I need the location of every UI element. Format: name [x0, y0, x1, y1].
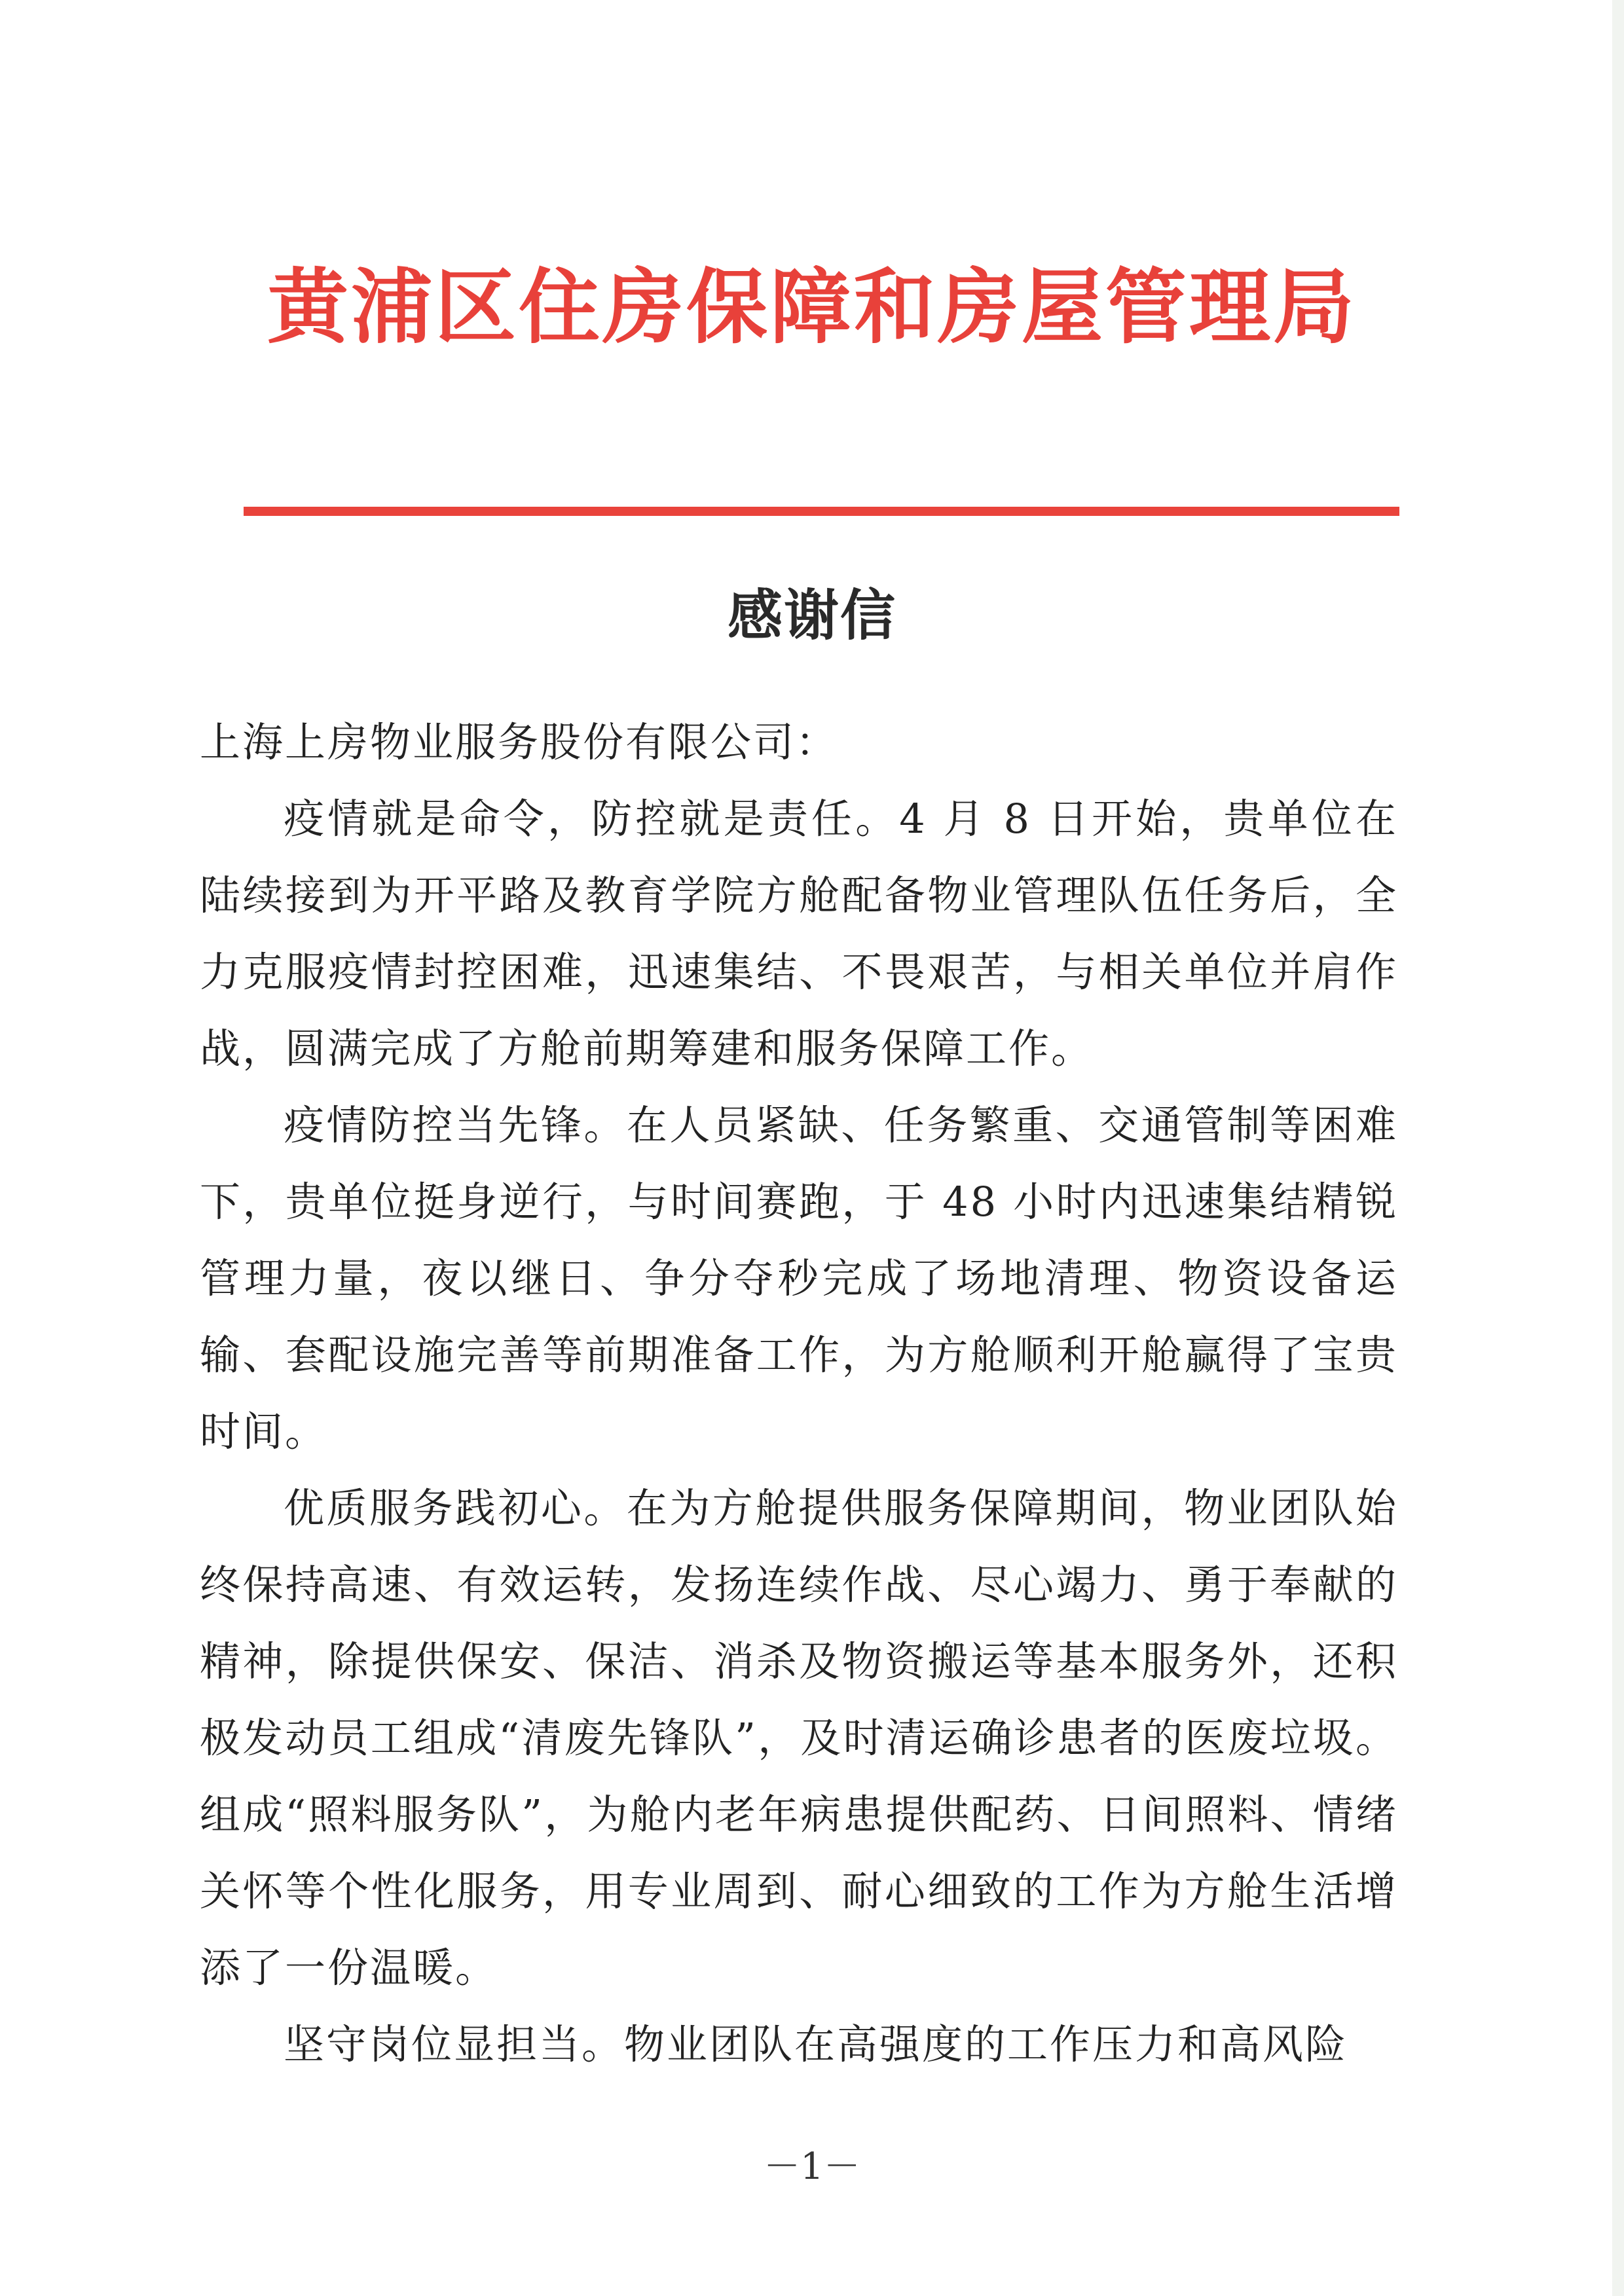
letter-body: [200, 704, 1398, 2083]
scan-edge: [1612, 0, 1624, 2296]
document-title: 感谢信: [727, 583, 896, 647]
page-number: －1－: [764, 2145, 860, 2188]
salutation: 上海上房物业服务股份有限公司：: [200, 718, 839, 766]
paragraph-3: 优质服务践初心。在为方舱提供服务保障期间，物业团队始终保持高速、有效运转，发扬连续作战、尽心竭力、勇于奉献的精神，除提供保安、保洁、消杀及物资搬运等基本服务外，还积极发动员工组成“清废先锋队”，及时清运确诊患者的医废垃圾。组成“照料服务队”，为舱内老年病患提供配药、日间照料、情绪关怀等个性化服务，用专业周到、耐心细致的工作为方舱生活增添了一份温暖。: [200, 1484, 1398, 1992]
paragraph-2: 疫情防控当先锋。在人员紧缺、任务繁重、交通管制等困难下，贵单位挺身逆行，与时间赛跑，于 48 小时内迅速集结精锐管理力量，夜以继日、争分夺秒完成了场地清理、物资设备运输、套配设施完善等前期准备工作，为方舱顺利开舱赢得了宝贵时间。: [200, 1101, 1398, 1455]
paragraph-1: 疫情就是命令，防控就是责任。4 月 8 日开始，贵单位在陆续接到为开平路及教育学院方舱配备物业管理队伍任务后，全力克服疫情封控困难，迅速集结、不畏艰苦，与相关单位并肩作战，圆满完成了方舱前期筹建和服务保障工作。: [200, 795, 1398, 1072]
paragraph-4: 坚守岗位显担当。物业团队在高强度的工作压力和高风险: [284, 2020, 1348, 2068]
letterhead-org-name: 黄浦区住房保障和房屋管理局: [267, 260, 1357, 355]
letterhead-red-rule: [244, 507, 1399, 516]
